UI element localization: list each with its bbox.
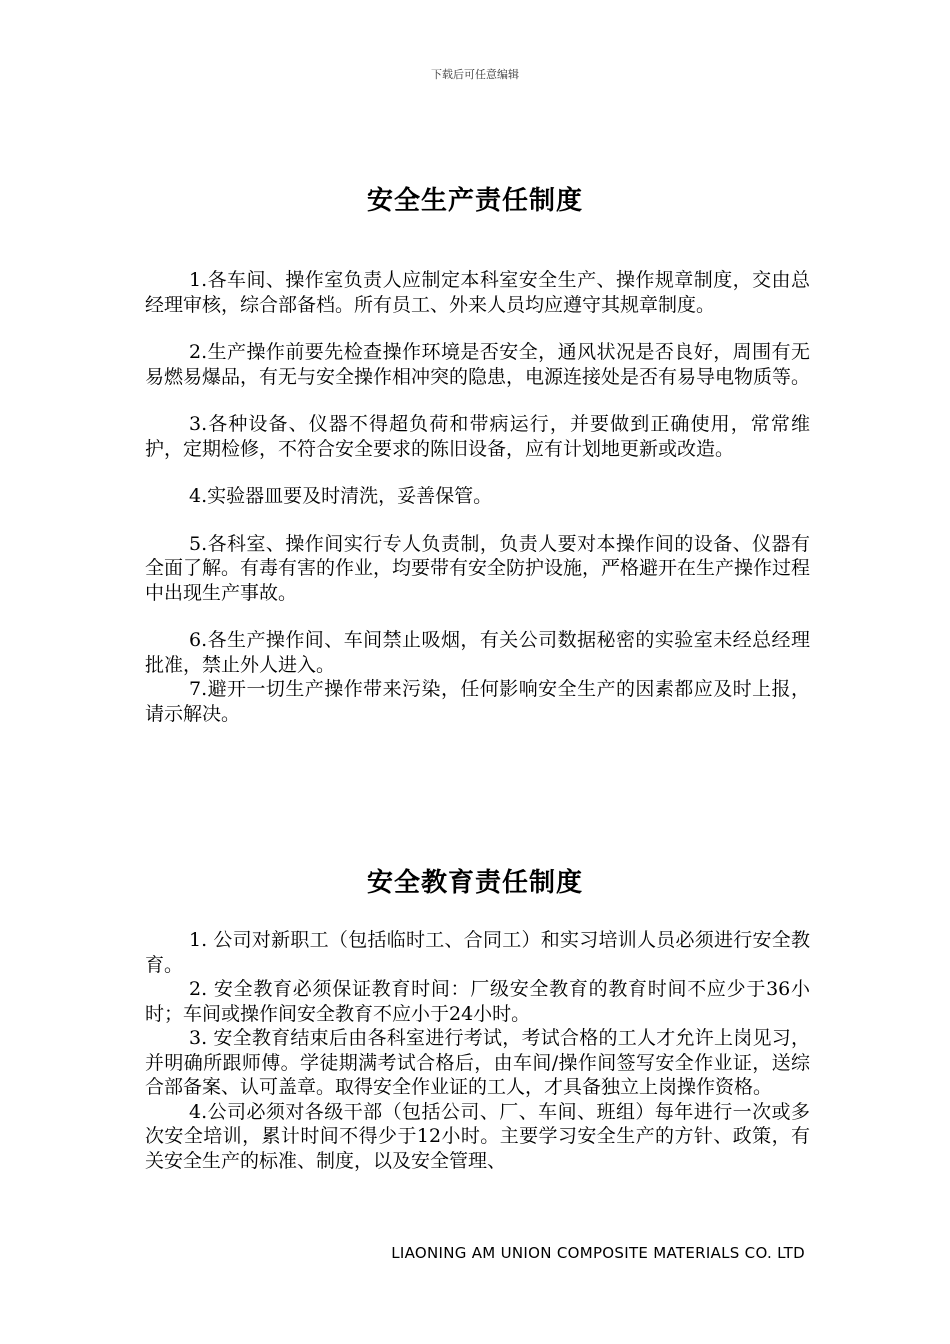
paragraph: 7.避开一切生产操作带来污染，任何影响安全生产的因素都应及时上报，请示解决。 [145, 678, 810, 725]
paragraph: 2. 安全教育必须保证教育时间：厂级安全教育的教育时间不应少于36小时；车间或操作间安全教育不应小于24小时。 [145, 978, 810, 1025]
paragraph: 4.公司必须对各级干部（包括公司、厂、车间、班组）每年进行一次或多次安全培训，累计时间不得少于12小时。主要学习安全生产的方针、政策，有关安全生产的标准、制度，以及安全管理、 [145, 1100, 810, 1172]
safety-production-title: 安全生产责任制度 [366, 186, 583, 216]
paragraph: 2.生产操作前要先检查操作环境是否安全，通风状况是否良好，周围有无易燃易爆品，有无与安全操作相冲突的隐患，电源连接处是否有易导电物质等。 [145, 341, 811, 388]
header-note: 下载后可任意编辑 [431, 68, 519, 81]
paragraph: 3.各种设备、仪器不得超负荷和带病运行，并要做到正确使用，常常维护，定期检修，不符合安全要求的陈旧设备，应有计划地更新或改造。 [145, 413, 810, 460]
paragraph: 6.各生产操作间、车间禁止吸烟，有关公司数据秘密的实验室未经总经理批准，禁止外人进入。 [145, 629, 810, 676]
paragraph: 1. 公司对新职工（包括临时工、合同工）和实习培训人员必须进行安全教育。 [145, 929, 810, 976]
paragraph: 4.实验器皿要及时清洗，妥善保管。 [189, 485, 493, 507]
company-footer: LIAONING AM UNION COMPOSITE MATERIALS CO. LTD [391, 1244, 805, 1262]
safety-education-section [145, 928, 810, 1173]
safety-education-title: 安全教育责任制度 [366, 868, 583, 898]
safety-production-section [145, 268, 810, 726]
paragraph: 1.各车间、操作室负责人应制定本科室安全生产、操作规章制度，交由总经理审核，综合部备档。所有员工、外来人员均应遵守其规章制度。 [145, 269, 810, 316]
paragraph: 5.各科室、操作间实行专人负责制，负责人要对本操作间的设备、仪器有全面了解。有毒有害的作业，均要带有安全防护设施，严格避开在生产操作过程中出现生产事故。 [145, 532, 811, 604]
paragraph: 3. 安全教育结束后由各科室进行考试，考试合格的工人才允许上岗见习，并明确所跟师傅。学徒期满考试合格后，由车间/操作间签写安全作业证，送综合部备案、认可盖章。取得安全作业证的工人，才具备独立上岗操作资格。 [145, 1027, 810, 1098]
